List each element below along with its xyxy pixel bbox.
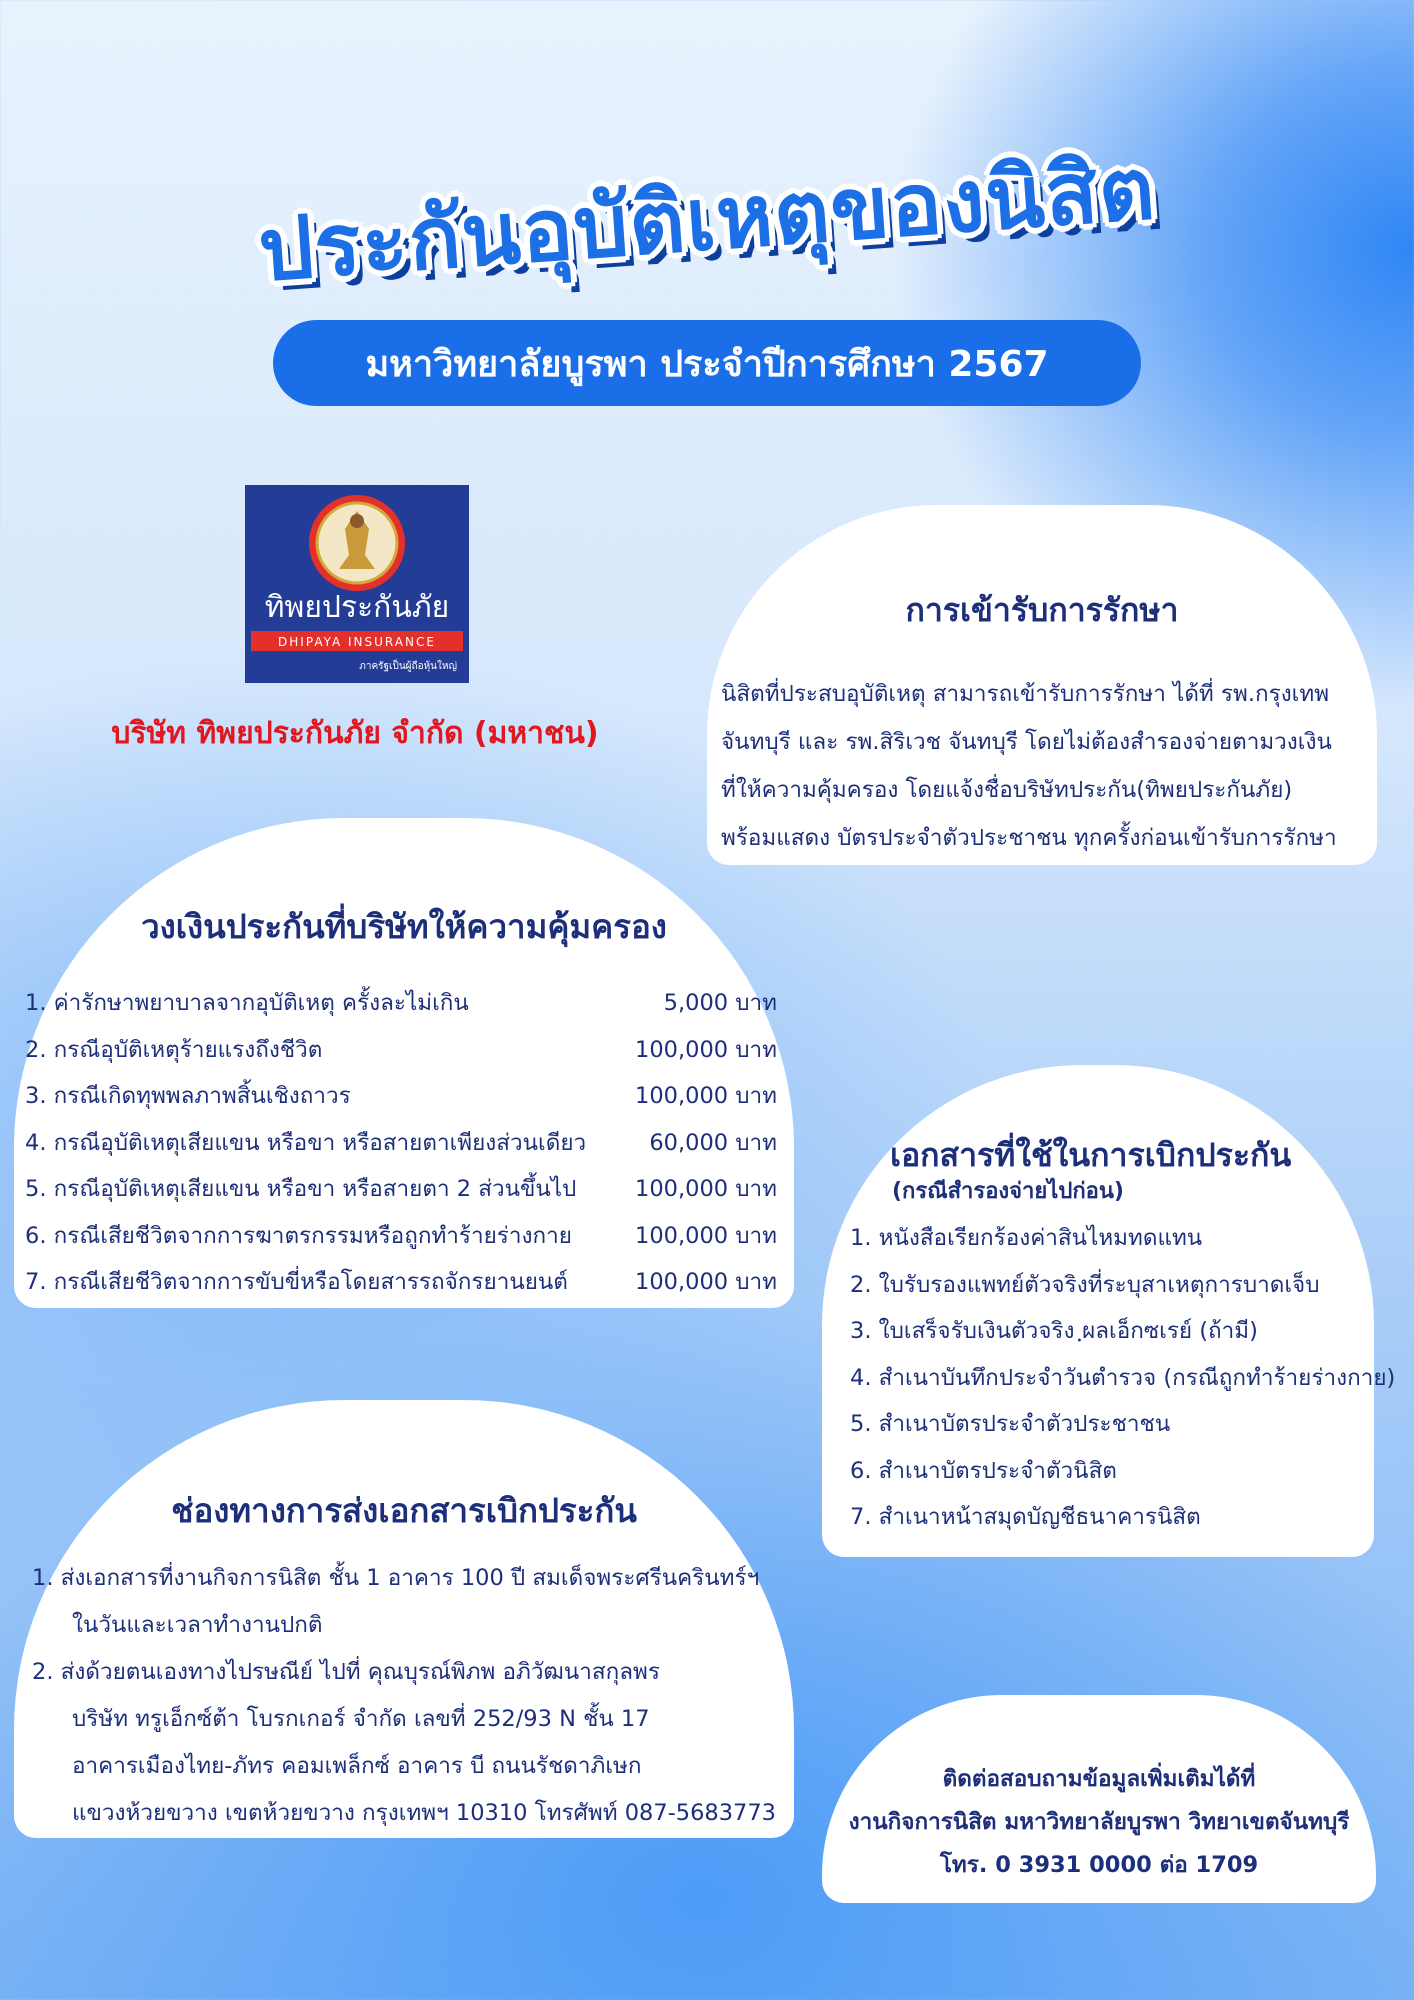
document-item: 3. ใบเสร็จรับเงินตัวจริง ฺผลเอ็กซเรย์ (ถ้ามี) xyxy=(850,1318,1258,1344)
documents-heading: เอกสารที่ใช้ในการเบิกประกัน xyxy=(890,1136,1292,1174)
coverage-row xyxy=(25,980,785,1027)
subtitle-text: มหาวิทยาลัยบูรพา ประจำปีการศึกษา 2567 xyxy=(365,343,1049,385)
coverage-label: 2. กรณีอุบัติเหตุร้ายแรงถึงชีวิต xyxy=(25,1036,323,1063)
coverage-amount: 100,000 บาท xyxy=(635,1036,777,1063)
coverage-label: 3. กรณีเกิดทุพพลภาพสิ้นเชิงถาวร xyxy=(25,1083,351,1109)
coverage-amount: 100,000 บาท xyxy=(635,1222,777,1249)
coverage-row xyxy=(25,1259,785,1306)
page-title: ประกันอุบัติเหตุของนิสิต xyxy=(255,138,1159,302)
treatment-line: พร้อมแสดง บัตรประจำตัวประชาชน ทุกครั้งก่อนเข้ารับการรักษา xyxy=(721,825,1337,851)
treatment-line: ที่ให้ความคุ้มครอง โดยแจ้งชื่อบริษัทประกัน(ทิพยประกันภัย) xyxy=(721,777,1293,803)
channels-card xyxy=(14,1400,794,1838)
channel-line: 2. ส่งด้วยตนเองทางไปรษณีย์ ไปที่ คุณบุรณ์พิภพ อภิวัฒนาสกุลพร xyxy=(32,1659,660,1685)
subtitle-banner xyxy=(273,320,1141,406)
contact-line: โทร. 0 3931 0000 ต่อ 1709 xyxy=(939,1852,1259,1878)
coverage-row xyxy=(25,1120,785,1167)
document-item: 6. สำเนาบัตรประจำตัวนิสิต xyxy=(850,1457,1117,1484)
coverage-label: 6. กรณีเสียชีวิตจากการฆาตรกรรมหรือถูกทำร้ายร่างกาย xyxy=(25,1222,572,1249)
coverage-card xyxy=(14,818,794,1308)
coverage-row xyxy=(25,1213,785,1260)
contact-card xyxy=(822,1695,1376,1903)
contact-line: งานกิจการนิสิต มหาวิทยาลัยบูรพา วิทยาเขตจันทบุรี xyxy=(848,1809,1350,1835)
treatment-line: นิสิตที่ประสบอุบัติเหตุ สามารถเข้ารับการรักษา ได้ที่ รพ.กรุงเทพ xyxy=(721,681,1330,707)
document-item: 2. ใบรับรองแพทย์ตัวจริงที่ระบุสาเหตุการบาดเจ็บ xyxy=(850,1271,1320,1298)
company-name: บริษัท ทิพยประกันภัย จำกัด (มหาชน) xyxy=(111,716,599,751)
company-logo xyxy=(245,485,469,683)
coverage-row xyxy=(25,1027,785,1074)
channels-heading: ช่องทางการส่งเอกสารเบิกประกัน xyxy=(171,1491,637,1530)
coverage-amount: 60,000 บาท xyxy=(649,1129,777,1156)
document-item: 4. สำเนาบันทึกประจำวันตำรวจ (กรณีถูกทำร้ายร่างกาย) xyxy=(850,1364,1396,1391)
document-item: 7. สำเนาหน้าสมุดบัญชีธนาคารนิสิต xyxy=(850,1504,1201,1530)
coverage-row xyxy=(25,1166,785,1213)
document-item: 1. หนังสือเรียกร้องค่าสินไหมทดแทน xyxy=(850,1225,1203,1251)
channel-line: อาคารเมืองไทย-ภัทร คอมเพล็กซ์ อาคาร บี ถนนรัชดาภิเษก xyxy=(72,1753,642,1779)
logo-tagline: ภาครัฐเป็นผู้ถือหุ้นใหญ่ xyxy=(359,661,457,672)
documents-subheading: (กรณีสำรองจ่ายไปก่อน) xyxy=(892,1179,1124,1204)
coverage-label: 7. กรณีเสียชีวิตจากการขับขี่หรือโดยสารรถจักรยานยนต์ xyxy=(25,1269,568,1295)
coverage-label: 5. กรณีอุบัติเหตุเสียแขน หรือขา หรือสายตา 2 ส่วนขึ้นไป xyxy=(25,1176,577,1202)
coverage-amount: 5,000 บาท xyxy=(663,990,777,1016)
logo-english-name: DHIPAYA INSURANCE xyxy=(278,635,436,649)
channel-line: บริษัท ทรูเอ็กซ์ต้า โบรกเกอร์ จำกัด เลขที่ 252/93 N ชั้น 17 xyxy=(72,1706,650,1732)
coverage-amount: 100,000 บาท xyxy=(635,1176,777,1202)
coverage-label: 4. กรณีอุบัติเหตุเสียแขน หรือขา หรือสายตาเพียงส่วนเดียว xyxy=(25,1129,587,1156)
coverage-amount: 100,000 บาท xyxy=(635,1269,777,1295)
channel-line: แขวงห้วยขวาง เขตห้วยขวาง กรุงเทพฯ 10310 โทรศัพท์ 087-5683773 xyxy=(72,1800,776,1826)
documents-card xyxy=(822,1065,1396,1557)
document-item: 5. สำเนาบัตรประจำตัวประชาชน xyxy=(850,1411,1171,1437)
treatment-line: จันทบุรี และ รพ.สิริเวช จันทบุรี โดยไม่ต้องสำรองจ่ายตามวงเงิน xyxy=(721,729,1332,755)
logo-thai-name: ทิพยประกันภัย xyxy=(264,590,450,625)
treatment-card xyxy=(707,505,1377,865)
channel-line: 1. ส่งเอกสารที่งานกิจการนิสิต ชั้น 1 อาคาร 100 ปี สมเด็จพระศรีนครินทร์ฯ xyxy=(32,1565,760,1591)
contact-line: ติดต่อสอบถามข้อมูลเพิ่มเติมได้ที่ xyxy=(942,1766,1256,1792)
coverage-amount: 100,000 บาท xyxy=(635,1083,777,1109)
treatment-heading: การเข้ารับการรักษา xyxy=(905,591,1179,629)
coverage-row xyxy=(25,1073,785,1120)
coverage-label: 1. ค่ารักษาพยาบาลจากอุบัติเหตุ ครั้งละไม่เกิน xyxy=(25,990,469,1016)
coverage-heading: วงเงินประกันที่บริษัทให้ความคุ้มครอง xyxy=(141,907,667,946)
channel-line: ในวันและเวลาทำงานปกติ xyxy=(72,1612,323,1638)
